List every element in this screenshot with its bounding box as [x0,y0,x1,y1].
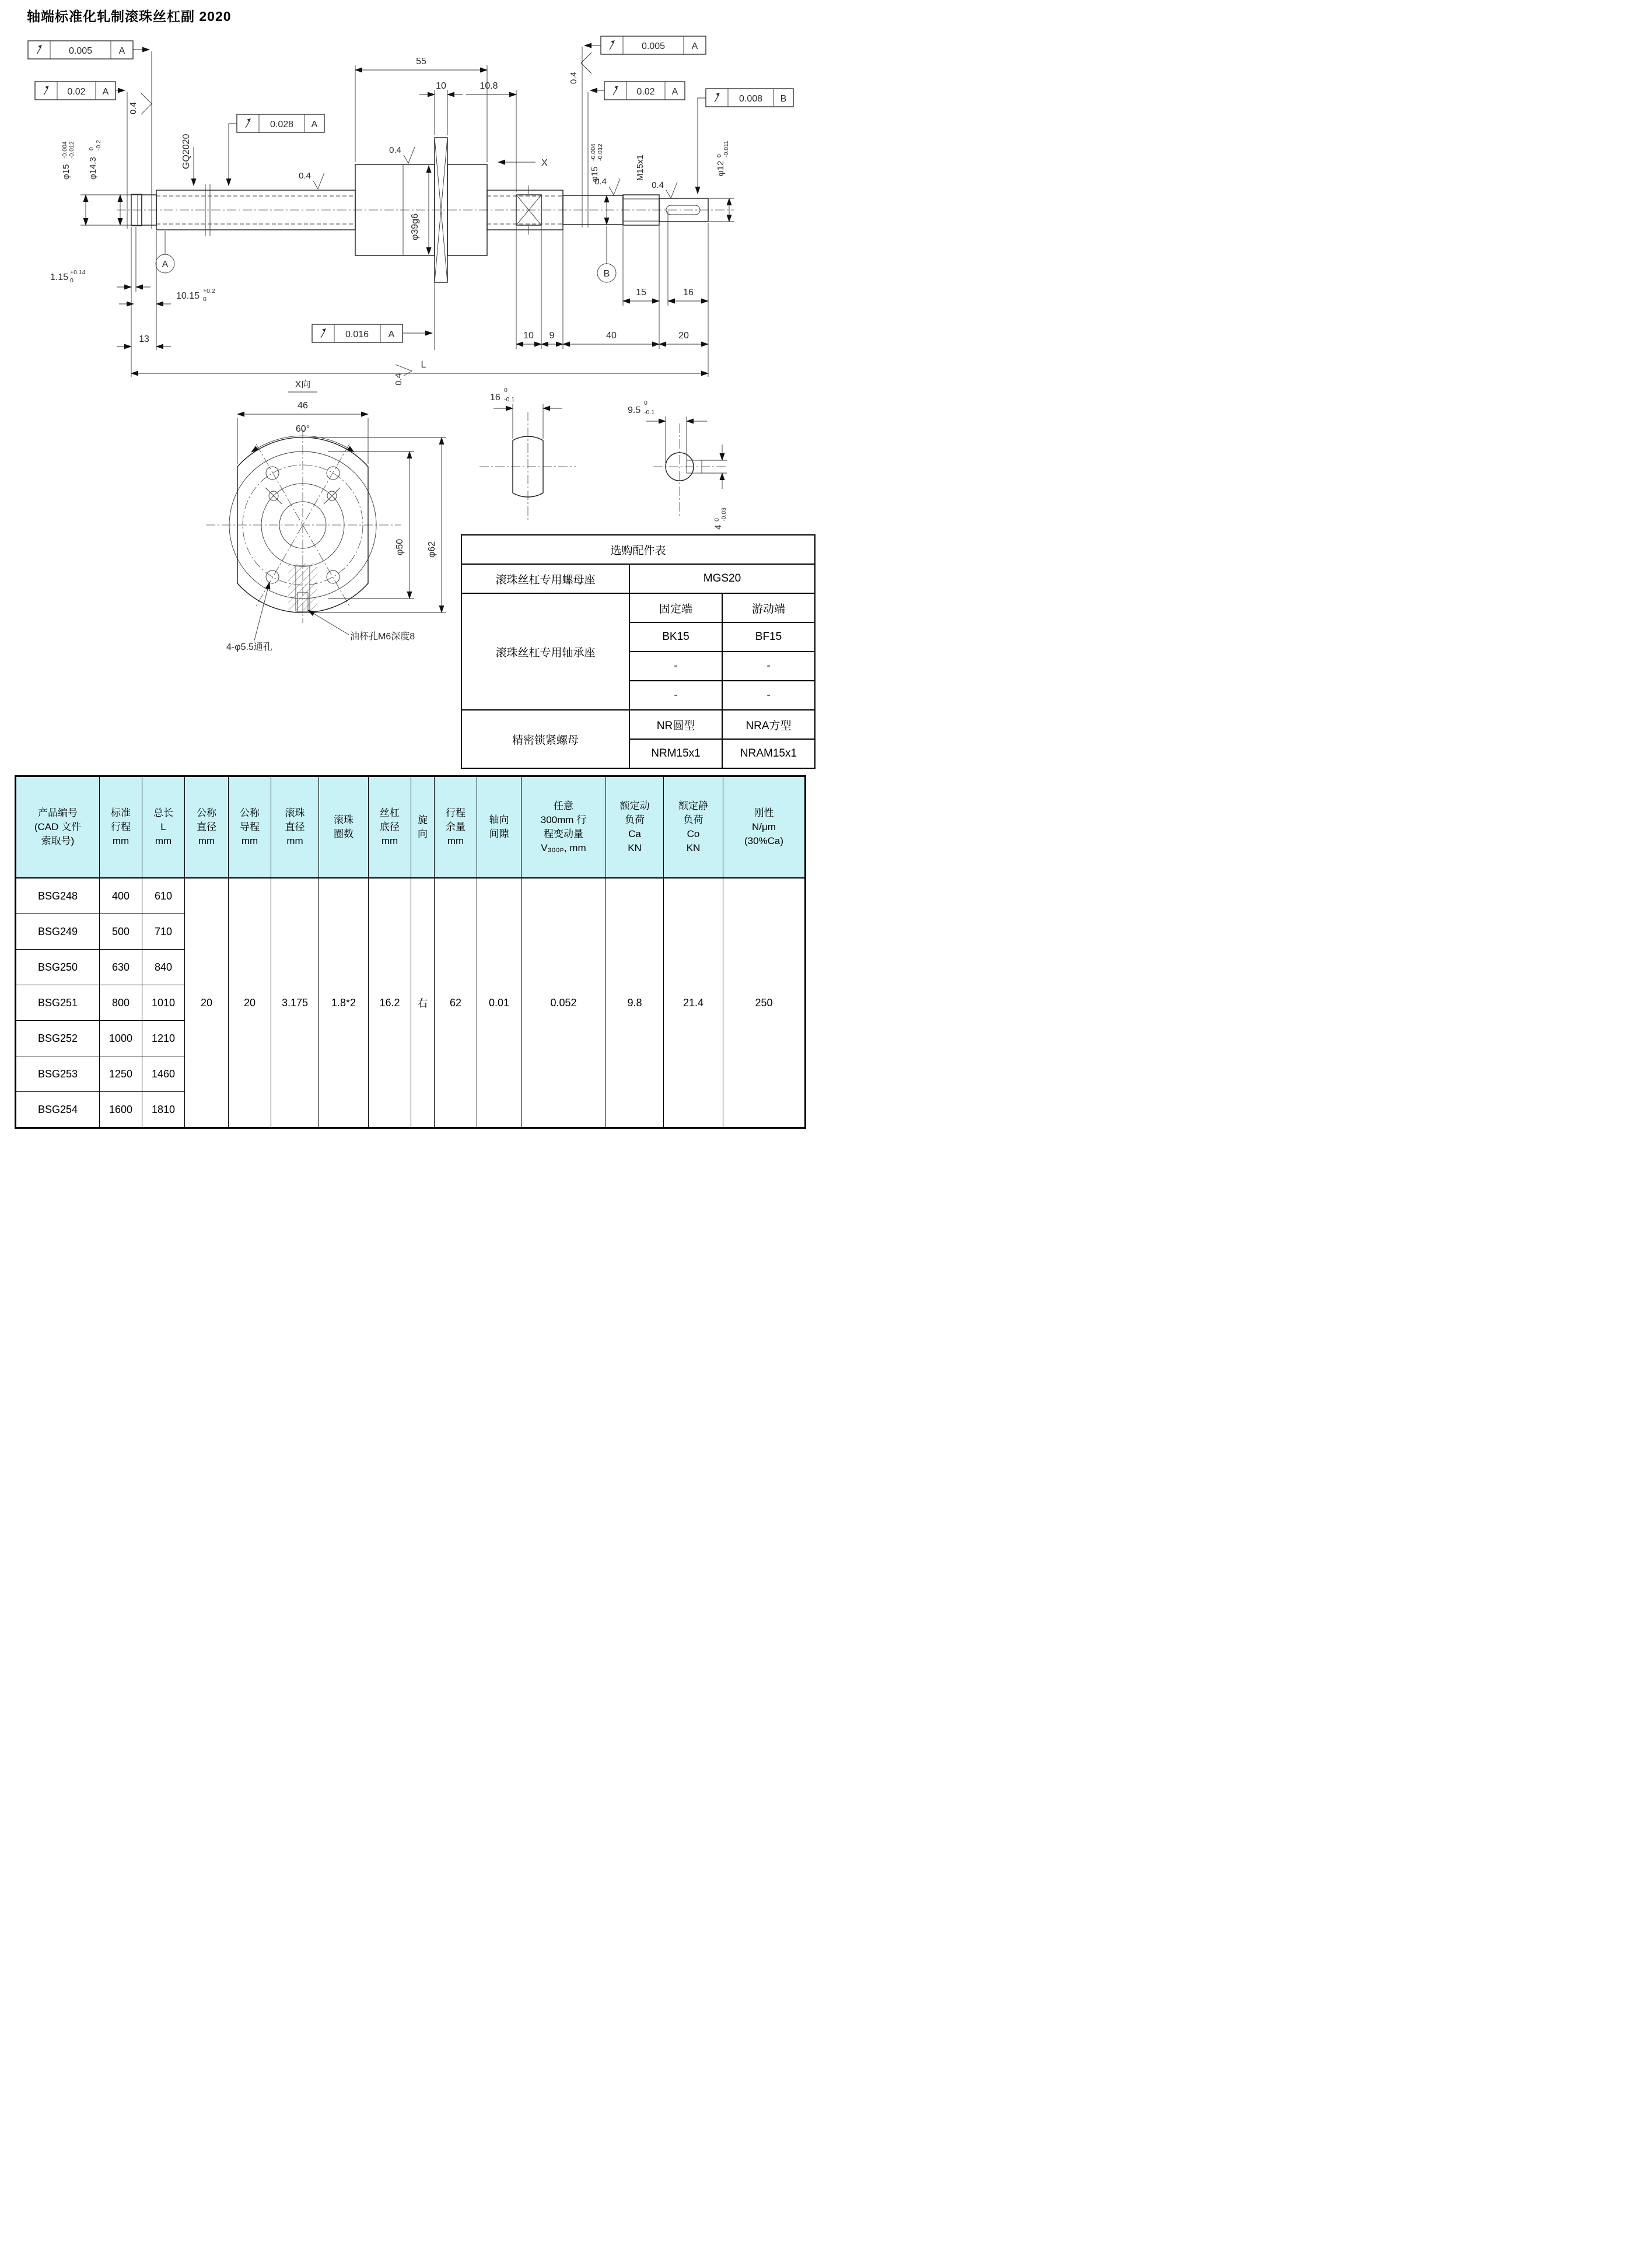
page [0,0,819,1134]
cross-section-screw [480,387,576,522]
bearing-fixed: - [629,652,722,681]
dim-phi62: φ62 [427,541,437,558]
svg-text:0.005: 0.005 [68,46,93,56]
dim-1-15: 1.15 [50,272,69,282]
dim-phi15-left [61,141,75,180]
cell-stroke: 400 [100,878,142,914]
col-header-14: 刚性 N/μm (30%Ca) [723,776,806,878]
bearing-fixed: BK15 [629,622,722,652]
dim-13: 13 [139,334,149,344]
cell-shared-3: 1.8*2 [319,878,369,1128]
col-header-11: 任意 300mm 行 程变动量 V₃₀₀ₚ, mm [522,776,606,878]
col-header-4: 公称 导程 mm [229,776,271,878]
bolt-hole [327,467,340,480]
cell-stroke: 1600 [100,1092,142,1128]
dim-10-flange: 10 [436,81,446,91]
cell-length: 840 [142,950,185,985]
svg-text:0: 0 [504,387,508,394]
svg-text:B: B [603,269,610,279]
bearing-fixed: - [629,681,722,710]
cell-shared-9: 9.8 [606,878,664,1128]
cell-shared-0: 20 [185,878,229,1128]
finish-mark [394,365,412,386]
svg-text:0.4: 0.4 [389,145,401,155]
cell-length: 710 [142,914,185,950]
finish-mark [299,171,324,189]
svg-text:-0.1: -0.1 [644,409,655,416]
svg-text:0.4: 0.4 [652,180,664,190]
svg-text:4: 4 [713,524,723,530]
frame-0005-A-left [28,41,133,59]
svg-text:-0.012: -0.012 [597,144,604,161]
top-dimensions [355,57,548,192]
dim-m15x1: M15x1 [635,154,645,181]
spec-table [15,775,806,1129]
cell-model: BSG250 [16,950,100,985]
svg-text:-0.03: -0.03 [720,508,727,522]
label-oil-hole: 油杯孔M6深度8 [350,632,415,642]
accessory-table-title: 选购配件表 [461,535,815,564]
dim-9: 9 [549,331,555,341]
svg-text:0.4: 0.4 [569,72,579,84]
flange-front-view [206,379,446,652]
cell-shared-10: 21.4 [664,878,723,1128]
cell-shared-8: 0.052 [522,878,606,1128]
cell-model: BSG253 [16,1056,100,1092]
svg-text:φ15: φ15 [590,166,600,182]
svg-text:0.4: 0.4 [394,373,404,386]
dim-10-8: 10.8 [480,81,498,91]
dim-phi14-3 [88,140,102,180]
col-header-3: 公称 直径 mm [185,776,229,878]
svg-text:0: 0 [644,400,648,407]
svg-text:0.02: 0.02 [636,87,655,97]
dim-60deg: 60° [295,424,310,434]
cell-model: BSG251 [16,985,100,1021]
bottom-dimensions [50,211,708,377]
cell-stroke: 800 [100,985,142,1021]
svg-text:0: 0 [203,296,206,303]
accessory-table [461,534,816,769]
cell-shared-6: 62 [435,878,477,1128]
nut-seat-label: 滚珠丝杠专用螺母座 [461,564,629,593]
finish-0-4: 0.4 [128,102,138,114]
dim-15: 15 [636,288,646,298]
svg-text:0: 0 [716,154,723,158]
svg-text:0: 0 [88,147,95,150]
col-header-1: 标准 行程 mm [100,776,142,878]
fixed-end-header: 固定端 [629,593,722,622]
dim-10b: 10 [523,331,534,341]
svg-text:+0.2: +0.2 [203,288,215,295]
finish-triangle-right [581,52,592,74]
svg-text:A: A [162,260,169,270]
svg-text:A: A [691,41,698,51]
view-label-x: X向 [295,380,311,390]
frame-0008-B [706,89,793,107]
dim-10-15: 10.15 [176,291,200,301]
cell-length: 1460 [142,1056,185,1092]
svg-text:-0.004: -0.004 [61,141,68,159]
bearing-free: BF15 [722,622,815,652]
col-header-13: 额定静 负荷 Co KN [664,776,723,878]
label-gq2020: GQ2020 [181,134,191,169]
col-header-2: 总长 L mm [142,776,185,878]
bearing-free: - [722,681,815,710]
dim-phi50: φ50 [395,538,405,555]
cell-model: BSG248 [16,878,100,914]
locknut-label: 精密锁紧螺母 [461,710,629,768]
dim-phi12 [716,141,730,176]
col-header-12: 额定动 负荷 Ca KN [606,776,664,878]
svg-text:-0.012: -0.012 [68,141,75,159]
svg-text:0.4: 0.4 [594,177,607,187]
cell-shared-11: 250 [723,878,806,1128]
svg-text:φ15: φ15 [61,164,71,180]
locknut-round-model: NRM15x1 [629,739,722,768]
bolt-hole [327,570,340,583]
dim-16-tol: 16 [490,393,501,402]
col-header-6: 滚珠 圈数 [319,776,369,878]
table-row [16,878,806,914]
cell-shared-1: 20 [229,878,271,1128]
col-header-0: 产品编号 (CAD 文件 索取号) [16,776,100,878]
svg-text:0: 0 [70,277,74,284]
frame-0016-A [312,324,402,342]
svg-text:φ14.3: φ14.3 [88,157,98,180]
svg-text:0.4: 0.4 [299,171,311,181]
cell-shared-4: 16.2 [369,878,411,1128]
view-arrow-x: X [541,158,548,168]
bearing-seat-label: 滚珠丝杠专用轴承座 [461,593,629,710]
col-header-5: 滚珠 直径 mm [271,776,319,878]
svg-text:0.016: 0.016 [345,330,369,340]
datum-B [597,226,616,282]
svg-text:A: A [102,87,109,97]
label-bolt-holes: 4-φ5.5通孔 [226,642,272,652]
cell-stroke: 1000 [100,1021,142,1056]
svg-text:+0.14: +0.14 [70,269,86,276]
dim-46: 46 [298,401,308,411]
svg-text:A: A [311,120,318,130]
svg-text:A: A [388,330,395,340]
free-end-header: 游动端 [722,593,815,622]
svg-text:φ12: φ12 [716,160,726,176]
col-header-9: 行程 余量 mm [435,776,477,878]
cross-section-key-end [628,400,727,530]
dim-55: 55 [416,57,426,66]
finish-mark [389,145,415,163]
locknut-round: NR圆型 [629,710,722,739]
cell-shared-7: 0.01 [477,878,522,1128]
svg-text:A: A [671,87,678,97]
dim-20: 20 [678,331,689,341]
svg-text:0.005: 0.005 [641,41,666,51]
bolt-hole [266,467,279,480]
svg-text:0.028: 0.028 [270,120,294,130]
frame-0005-A-right [601,36,706,54]
cell-length: 1210 [142,1021,185,1056]
cell-model: BSG254 [16,1092,100,1128]
dim-9-5: 9.5 [628,405,641,415]
nut-seat-value: MGS20 [629,564,815,593]
dim-4-tol [713,508,727,530]
cell-shared-5: 右 [411,878,435,1128]
locknut-square-model: NRAM15x1 [722,739,815,768]
cell-stroke: 500 [100,914,142,950]
svg-text:0.008: 0.008 [738,94,763,104]
svg-text:-0.2: -0.2 [95,139,102,150]
svg-text:-0.004: -0.004 [590,144,597,161]
svg-text:-0.1: -0.1 [504,396,515,403]
svg-text:A: A [118,46,125,56]
finish-triangle-left [141,93,152,114]
oil-slot-hatch [288,564,317,610]
bearing-free: - [722,652,815,681]
page-title: 轴端标准化轧制滚珠丝杠副 2020 [27,9,232,24]
frame-002-A-right [604,82,685,100]
cell-stroke: 630 [100,950,142,985]
cell-shared-2: 3.175 [271,878,319,1128]
col-header-7: 丝杠 底径 mm [369,776,411,878]
finish-mark [652,180,677,198]
cell-stroke: 1250 [100,1056,142,1092]
cell-model: BSG249 [16,914,100,950]
col-header-8: 旋 向 [411,776,435,878]
datum-A [156,231,174,273]
cell-length: 1010 [142,985,185,1021]
dim-40: 40 [606,331,617,341]
cell-length: 610 [142,878,185,914]
frame-002-A-left [35,82,116,100]
locknut-square: NRA方型 [722,710,815,739]
svg-text:0: 0 [713,518,720,522]
frame-0028-A [237,114,324,132]
dim-phi39g6: φ39g6 [410,214,420,240]
dim-16: 16 [683,288,694,298]
cell-length: 1810 [142,1092,185,1128]
dim-L: L [421,360,426,370]
cell-model: BSG252 [16,1021,100,1056]
col-header-10: 轴向 间隙 [477,776,522,878]
svg-text:-0.011: -0.011 [723,141,730,158]
svg-text:0.02: 0.02 [67,87,86,97]
svg-text:B: B [780,94,787,104]
